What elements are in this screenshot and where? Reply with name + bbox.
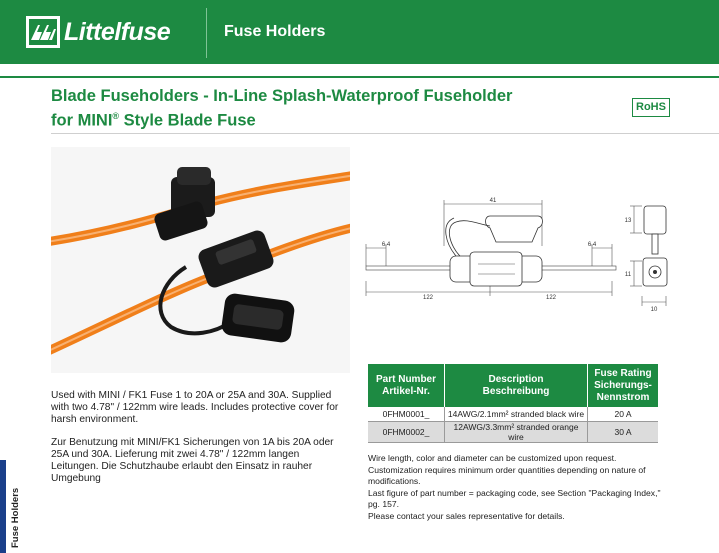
note-item: Customization requires minimum order quantities depending on nature of modifications. <box>368 464 646 487</box>
title-rule <box>0 76 719 78</box>
title-line2-post: Style Blade Fuse <box>119 111 256 130</box>
note-item: Wire length, color and diameter can be customized upon request. <box>368 453 617 463</box>
dim-label-122-left: 122 <box>422 295 434 301</box>
page-title <box>51 86 512 131</box>
col-part-number: Part Number Artikel-Nr. <box>368 364 445 407</box>
table-row <box>368 422 658 443</box>
section-rule <box>51 133 719 134</box>
dim-label-11: 11 <box>624 272 632 278</box>
page-header <box>0 0 719 64</box>
table-row <box>368 407 658 422</box>
note-item: Last figure of part number = packaging code, see Section "Packaging Index," pg. 157. <box>368 487 661 510</box>
part-number-cell: 0FHM0002_ <box>368 422 445 443</box>
brand-logo <box>26 16 170 48</box>
dimension-drawing <box>360 186 680 316</box>
side-tab-label: Fuse Holders <box>10 487 21 548</box>
section-title: Fuse Holders <box>224 23 326 40</box>
page-title-line2 <box>51 106 512 131</box>
product-photo <box>51 147 350 373</box>
rating-cell: 30 A <box>588 422 659 443</box>
parts-table <box>368 364 658 443</box>
brand-name: Littelfuse <box>64 17 171 46</box>
description-en: Used with MINI / FK1 Fuse 1 to 20A or 25A and 30A. Supplied with two 4.78" / 122mm wire leads. Includes protective cover for harsh environment. <box>51 390 339 425</box>
dim-label-10: 10 <box>650 307 658 313</box>
notes <box>368 453 668 523</box>
dim-label-13: 13 <box>624 218 632 224</box>
description-cell: 12AWG/3.3mm² stranded orange wire <box>445 422 588 443</box>
dim-label-6-4-left: 6.4 <box>381 242 391 248</box>
side-tab-bar <box>0 460 6 553</box>
header-divider <box>206 8 207 58</box>
dim-label-6-4-right: 6.4 <box>587 242 597 248</box>
littelfuse-logo-icon <box>26 16 60 48</box>
page-title-line1: Blade Fuseholders - In-Line Splash-Waterproof Fuseholder <box>51 87 513 105</box>
registered-mark: ® <box>112 111 120 121</box>
note-item: Please contact your sales representative for details. <box>368 510 565 521</box>
rohs-badge: RoHS <box>632 98 670 117</box>
col-description: Description Beschreibung <box>445 364 588 407</box>
title-line2-pre: for MINI <box>51 111 113 130</box>
dim-label-41: 41 <box>489 198 497 204</box>
dim-label-122-right: 122 <box>545 295 557 301</box>
part-number-cell: 0FHM0001_ <box>368 407 445 422</box>
description-de: Zur Benutzung mit MINI/FK1 Sicherungen von 1A bis 20A oder 25A und 30A. Lieferung mit zwei 4.78" / 122mm langen Leitungen. Die Schutzhaube erlaubt den Einsatz in rauher Umgebung <box>51 437 334 484</box>
rating-cell: 20 A <box>588 407 659 422</box>
col-fuse-rating: Fuse Rating Sicherungs- Nennstrom <box>588 364 659 407</box>
description <box>51 390 341 496</box>
description-cell: 14AWG/2.1mm² stranded black wire <box>445 407 588 422</box>
